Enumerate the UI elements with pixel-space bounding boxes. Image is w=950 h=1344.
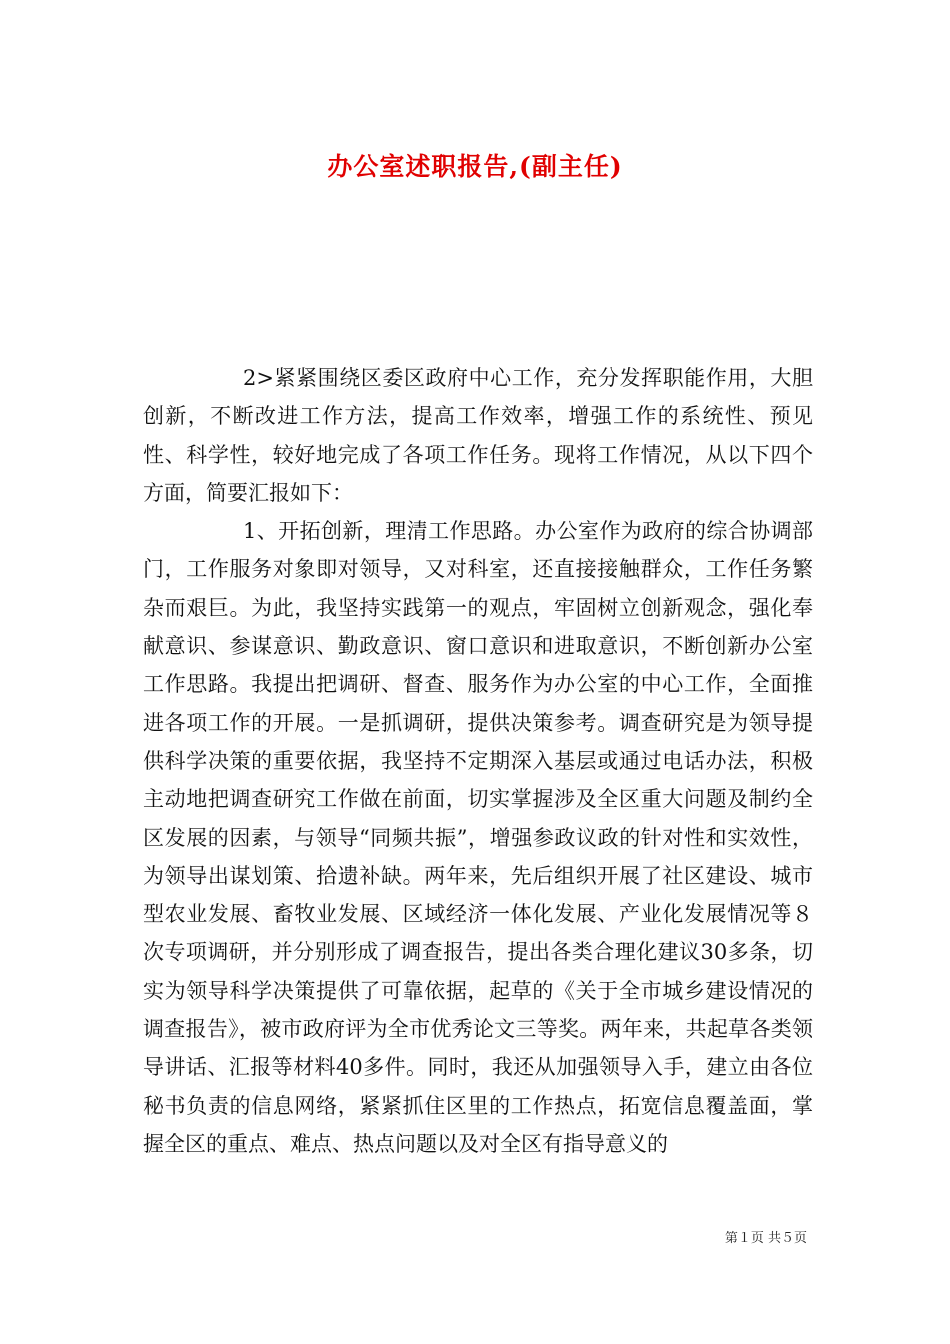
document-title: 办公室述职报告,(副主任) (327, 151, 623, 181)
document-body (143, 359, 813, 1163)
paragraph-intro: 2>紧紧围绕区委区政府中心工作，充分发挥职能作用，大胆创新，不断改进工作方法，提高工作效率，增强工作的系统性、预见性、科学性，较好地完成了各项工作任务。现将工作情况，从以下四个方面，简要汇报如下： (143, 366, 813, 505)
paragraph-section-1: 1、开拓创新，理清工作思路。办公室作为政府的综合协调部门，工作服务对象即对领导，又对科室，还直接接触群众，工作任务繁杂而艰巨。为此，我坚持实践第一的观点，牢固树立创新观念，强化奉献意识、参谋意识、勤政意识、窗口意识和进取意识，不断创新办公室工作思路。我提出把调研、督查、服务作为办公室的中心工作，全面推进各项工作的开展。一是抓调研，提供决策参考。调查研究是为领导提供科学决策的重要依据，我坚持不定期深入基层或通过电话办法，积极主动地把调查研究工作做在前面，切实掌握涉及全区重大问题及制约全区发展的因素，与领导“同频共振”，增强参政议政的针对性和实效性，为领导出谋划策、拾遗补缺。两年来，先后组织开展了社区建设、城市型农业发展、畜牧业发展、区域经济一体化发展、产业化发展情况等８次专项调研，并分别形成了调查报告，提出各类合理化建议30多条，切实为领导科学决策提供了可靠依据，起草的《关于全市城乡建设情况的调查报告》，被市政府评为全市优秀论文三等奖。两年来，共起草各类领导讲话、汇报等材料40多件。同时，我还从加强领导入手，建立由各位秘书负责的信息网络，紧紧抓住区里的工作热点，拓宽信息覆盖面，掌握全区的重点、难点、热点问题以及对全区有指导意义的 (143, 519, 813, 1156)
page-number-footer: 第１页 共５页 (724, 1231, 807, 1246)
